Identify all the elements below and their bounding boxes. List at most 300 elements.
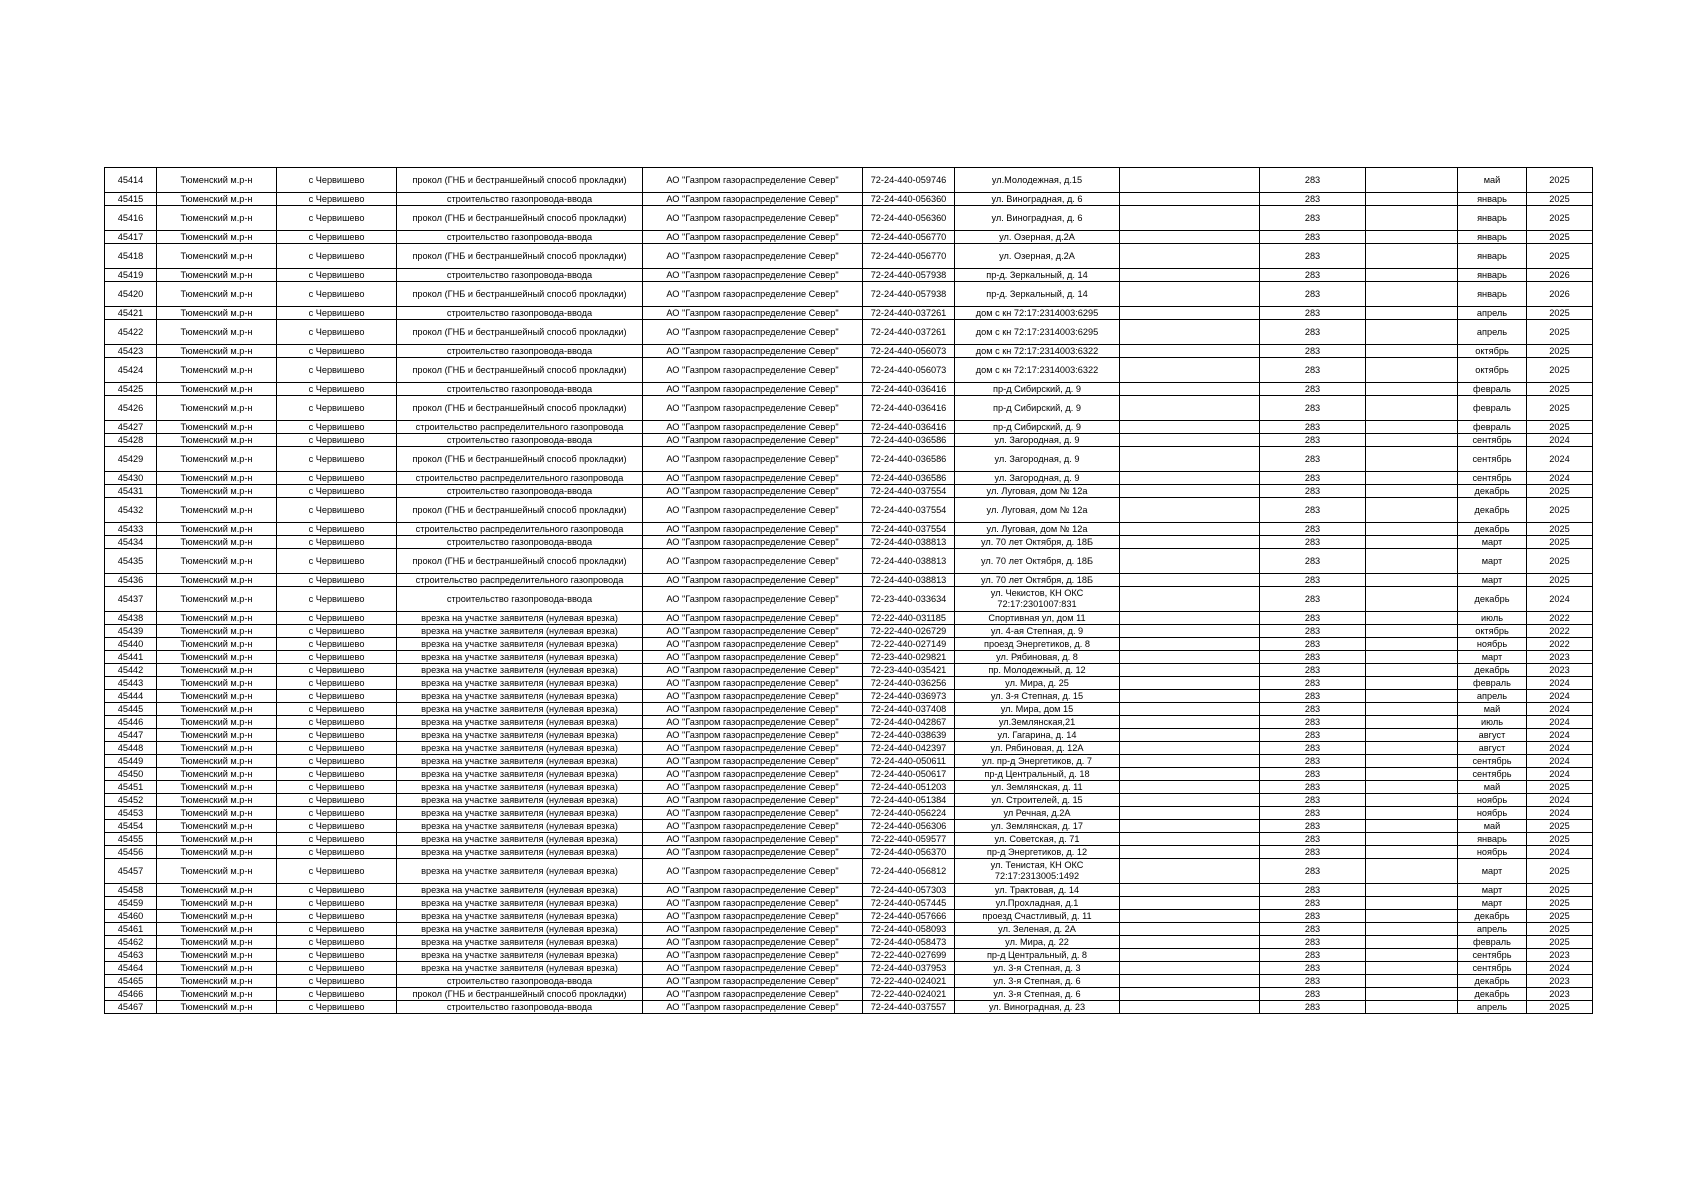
empty-cell: [1366, 307, 1458, 320]
table-row: [105, 833, 1593, 846]
empty-cell: [1120, 206, 1260, 231]
contract-number-cell: 72-24-440-038813: [863, 574, 955, 587]
code-cell: 283: [1260, 168, 1366, 193]
empty-cell: [1120, 587, 1260, 612]
empty-cell: [1366, 345, 1458, 358]
month-cell: сентябрь: [1458, 962, 1527, 975]
code-cell: 283: [1260, 523, 1366, 536]
table-row: [105, 859, 1593, 884]
empty-cell: [1366, 949, 1458, 962]
empty-cell: [1120, 269, 1260, 282]
work-type-cell: врезка на участке заявителя (нулевая врезка): [397, 677, 643, 690]
district-cell: Тюменский м.р-н: [157, 498, 277, 523]
code-cell: 283: [1260, 690, 1366, 703]
address-cell: пр-д Центральный, д. 18: [955, 768, 1120, 781]
year-cell: 2024: [1527, 472, 1593, 485]
contract-number-cell: 72-24-440-038813: [863, 536, 955, 549]
contract-number-cell: 72-24-440-036586: [863, 472, 955, 485]
locality-cell: с Червишево: [277, 320, 397, 345]
work-type-cell: врезка на участке заявителя (нулевая врезка): [397, 923, 643, 936]
address-cell: дом с кн 72:17:2314003:6295: [955, 307, 1120, 320]
organization-cell: АО "Газпром газораспределение Север": [643, 923, 863, 936]
locality-cell: с Червишево: [277, 244, 397, 269]
district-cell: Тюменский м.р-н: [157, 549, 277, 574]
empty-cell: [1366, 206, 1458, 231]
organization-cell: АО "Газпром газораспределение Север": [643, 193, 863, 206]
month-cell: январь: [1458, 282, 1527, 307]
address-cell: пр-д Центральный, д. 8: [955, 949, 1120, 962]
empty-cell: [1120, 742, 1260, 755]
address-cell: ул. Луговая, дом № 12а: [955, 523, 1120, 536]
table-row: [105, 574, 1593, 587]
year-cell: 2025: [1527, 345, 1593, 358]
work-type-cell: врезка на участке заявителя (нулевая врезка): [397, 884, 643, 897]
work-type-cell: врезка на участке заявителя (нулевая врезка): [397, 651, 643, 664]
address-cell: ул. Загородная, д. 9: [955, 434, 1120, 447]
district-cell: Тюменский м.р-н: [157, 884, 277, 897]
year-cell: 2023: [1527, 975, 1593, 988]
row-number: 45444: [105, 690, 157, 703]
year-cell: 2023: [1527, 664, 1593, 677]
locality-cell: с Червишево: [277, 949, 397, 962]
empty-cell: [1366, 320, 1458, 345]
contract-number-cell: 72-22-440-059577: [863, 833, 955, 846]
empty-cell: [1120, 574, 1260, 587]
month-cell: декабрь: [1458, 523, 1527, 536]
work-type-cell: строительство газопровода-ввода: [397, 345, 643, 358]
empty-cell: [1120, 923, 1260, 936]
address-cell: ул. 3-я Степная, д. 3: [955, 962, 1120, 975]
organization-cell: АО "Газпром газораспределение Север": [643, 625, 863, 638]
row-number: 45423: [105, 345, 157, 358]
empty-cell: [1366, 664, 1458, 677]
district-cell: Тюменский м.р-н: [157, 625, 277, 638]
district-cell: Тюменский м.р-н: [157, 383, 277, 396]
code-cell: 283: [1260, 975, 1366, 988]
empty-cell: [1366, 729, 1458, 742]
code-cell: 283: [1260, 193, 1366, 206]
empty-cell: [1120, 447, 1260, 472]
row-number: 45465: [105, 975, 157, 988]
empty-cell: [1366, 846, 1458, 859]
empty-cell: [1366, 638, 1458, 651]
code-cell: 283: [1260, 345, 1366, 358]
code-cell: 283: [1260, 638, 1366, 651]
year-cell: 2025: [1527, 549, 1593, 574]
locality-cell: с Червишево: [277, 988, 397, 1001]
address-cell: ул. Рябиновая, д. 8: [955, 651, 1120, 664]
code-cell: 283: [1260, 859, 1366, 884]
month-cell: январь: [1458, 231, 1527, 244]
work-type-cell: строительство газопровода-ввода: [397, 231, 643, 244]
district-cell: Тюменский м.р-н: [157, 833, 277, 846]
locality-cell: с Червишево: [277, 884, 397, 897]
contract-number-cell: 72-24-440-036416: [863, 421, 955, 434]
address-cell: ул. 3-я Степная, д. 15: [955, 690, 1120, 703]
year-cell: 2025: [1527, 421, 1593, 434]
locality-cell: с Червишево: [277, 383, 397, 396]
organization-cell: АО "Газпром газораспределение Север": [643, 962, 863, 975]
month-cell: сентябрь: [1458, 447, 1527, 472]
address-cell: ул. Чекистов, КН ОКС 72:17:2301007:831: [955, 587, 1120, 612]
table-row: [105, 781, 1593, 794]
empty-cell: [1120, 664, 1260, 677]
address-cell: ул.Молодежная, д.15: [955, 168, 1120, 193]
organization-cell: АО "Газпром газораспределение Север": [643, 638, 863, 651]
work-type-cell: врезка на участке заявителя (нулевая врезка): [397, 612, 643, 625]
month-cell: сентябрь: [1458, 755, 1527, 768]
district-cell: Тюменский м.р-н: [157, 897, 277, 910]
empty-cell: [1366, 536, 1458, 549]
work-type-cell: врезка на участке заявителя (нулевая врезка): [397, 897, 643, 910]
code-cell: 283: [1260, 897, 1366, 910]
year-cell: 2022: [1527, 625, 1593, 638]
work-type-cell: строительство газопровода-ввода: [397, 485, 643, 498]
row-number: 45422: [105, 320, 157, 345]
empty-cell: [1366, 282, 1458, 307]
locality-cell: с Червишево: [277, 859, 397, 884]
locality-cell: с Червишево: [277, 574, 397, 587]
locality-cell: с Червишево: [277, 768, 397, 781]
empty-cell: [1120, 549, 1260, 574]
organization-cell: АО "Газпром газораспределение Север": [643, 820, 863, 833]
organization-cell: АО "Газпром газораспределение Север": [643, 988, 863, 1001]
organization-cell: АО "Газпром газораспределение Север": [643, 307, 863, 320]
contract-number-cell: 72-24-440-057938: [863, 282, 955, 307]
table-row: [105, 807, 1593, 820]
code-cell: 283: [1260, 485, 1366, 498]
locality-cell: с Червишево: [277, 742, 397, 755]
organization-cell: АО "Газпром газораспределение Север": [643, 523, 863, 536]
address-cell: ул. Загородная, д. 9: [955, 472, 1120, 485]
code-cell: 283: [1260, 396, 1366, 421]
address-cell: ул. Виноградная, д. 6: [955, 193, 1120, 206]
row-number: 45463: [105, 949, 157, 962]
empty-cell: [1366, 168, 1458, 193]
organization-cell: АО "Газпром газораспределение Север": [643, 936, 863, 949]
contract-number-cell: 72-24-440-036256: [863, 677, 955, 690]
code-cell: 283: [1260, 807, 1366, 820]
code-cell: 283: [1260, 587, 1366, 612]
month-cell: май: [1458, 820, 1527, 833]
code-cell: 283: [1260, 536, 1366, 549]
locality-cell: с Червишево: [277, 358, 397, 383]
table-row: [105, 690, 1593, 703]
locality-cell: с Червишево: [277, 447, 397, 472]
work-type-cell: врезка на участке заявителя (нулевая врезка): [397, 768, 643, 781]
contract-number-cell: 72-24-440-056770: [863, 231, 955, 244]
work-type-cell: прокол (ГНБ и бестраншейный способ прокладки): [397, 988, 643, 1001]
empty-cell: [1120, 383, 1260, 396]
work-type-cell: врезка на участке заявителя (нулевая врезка): [397, 664, 643, 677]
empty-cell: [1120, 612, 1260, 625]
month-cell: сентябрь: [1458, 472, 1527, 485]
organization-cell: АО "Газпром газораспределение Север": [643, 447, 863, 472]
code-cell: 283: [1260, 651, 1366, 664]
organization-cell: АО "Газпром газораспределение Север": [643, 358, 863, 383]
locality-cell: с Червишево: [277, 625, 397, 638]
empty-cell: [1366, 690, 1458, 703]
district-cell: Тюменский м.р-н: [157, 975, 277, 988]
district-cell: Тюменский м.р-н: [157, 923, 277, 936]
empty-cell: [1366, 677, 1458, 690]
locality-cell: с Червишево: [277, 498, 397, 523]
code-cell: 283: [1260, 910, 1366, 923]
empty-cell: [1366, 587, 1458, 612]
empty-cell: [1120, 703, 1260, 716]
contract-number-cell: 72-24-440-056073: [863, 358, 955, 383]
contract-number-cell: 72-24-440-037554: [863, 498, 955, 523]
month-cell: декабрь: [1458, 975, 1527, 988]
table-row: [105, 549, 1593, 574]
row-number: 45459: [105, 897, 157, 910]
address-cell: ул. 3-я Степная, д. 6: [955, 975, 1120, 988]
address-cell: ул. Рябиновая, д. 12А: [955, 742, 1120, 755]
row-number: 45430: [105, 472, 157, 485]
organization-cell: АО "Газпром газораспределение Север": [643, 690, 863, 703]
address-cell: ул. Трактовая, д. 14: [955, 884, 1120, 897]
address-cell: ул.Землянская,21: [955, 716, 1120, 729]
row-number: 45441: [105, 651, 157, 664]
work-type-cell: прокол (ГНБ и бестраншейный способ прокладки): [397, 447, 643, 472]
address-cell: ул. Тенистая, КН ОКС 72:17:2313005:1492: [955, 859, 1120, 884]
address-cell: пр-д Сибирский, д. 9: [955, 383, 1120, 396]
month-cell: сентябрь: [1458, 434, 1527, 447]
year-cell: 2025: [1527, 396, 1593, 421]
month-cell: декабрь: [1458, 587, 1527, 612]
empty-cell: [1366, 742, 1458, 755]
row-number: 45420: [105, 282, 157, 307]
organization-cell: АО "Газпром газораспределение Север": [643, 320, 863, 345]
month-cell: декабрь: [1458, 988, 1527, 1001]
district-cell: Тюменский м.р-н: [157, 755, 277, 768]
contract-number-cell: 72-24-440-059746: [863, 168, 955, 193]
locality-cell: с Червишево: [277, 923, 397, 936]
year-cell: 2025: [1527, 358, 1593, 383]
work-type-cell: строительство распределительного газопровода: [397, 421, 643, 434]
month-cell: июль: [1458, 612, 1527, 625]
empty-cell: [1120, 472, 1260, 485]
row-number: 45434: [105, 536, 157, 549]
month-cell: январь: [1458, 244, 1527, 269]
locality-cell: с Червишево: [277, 910, 397, 923]
district-cell: Тюменский м.р-н: [157, 447, 277, 472]
month-cell: декабрь: [1458, 664, 1527, 677]
locality-cell: с Червишево: [277, 975, 397, 988]
code-cell: 283: [1260, 962, 1366, 975]
empty-cell: [1120, 690, 1260, 703]
month-cell: май: [1458, 781, 1527, 794]
address-cell: ул. Виноградная, д. 23: [955, 1001, 1120, 1014]
code-cell: 283: [1260, 269, 1366, 282]
table-row: [105, 794, 1593, 807]
month-cell: апрель: [1458, 307, 1527, 320]
contract-number-cell: 72-24-440-057445: [863, 897, 955, 910]
empty-cell: [1120, 936, 1260, 949]
empty-cell: [1120, 651, 1260, 664]
district-cell: Тюменский м.р-н: [157, 320, 277, 345]
empty-cell: [1366, 523, 1458, 536]
month-cell: январь: [1458, 269, 1527, 282]
code-cell: 283: [1260, 472, 1366, 485]
locality-cell: с Червишево: [277, 421, 397, 434]
table-row: [105, 269, 1593, 282]
row-number: 45466: [105, 988, 157, 1001]
empty-cell: [1366, 962, 1458, 975]
empty-cell: [1120, 781, 1260, 794]
row-number: 45464: [105, 962, 157, 975]
work-type-cell: врезка на участке заявителя (нулевая врезка): [397, 625, 643, 638]
month-cell: январь: [1458, 833, 1527, 846]
work-type-cell: строительство газопровода-ввода: [397, 1001, 643, 1014]
contract-number-cell: 72-24-440-056360: [863, 193, 955, 206]
district-cell: Тюменский м.р-н: [157, 231, 277, 244]
organization-cell: АО "Газпром газораспределение Север": [643, 383, 863, 396]
district-cell: Тюменский м.р-н: [157, 677, 277, 690]
row-number: 45443: [105, 677, 157, 690]
contract-number-cell: 72-24-440-056306: [863, 820, 955, 833]
month-cell: февраль: [1458, 421, 1527, 434]
table-row: [105, 421, 1593, 434]
locality-cell: с Червишево: [277, 485, 397, 498]
empty-cell: [1120, 716, 1260, 729]
work-type-cell: строительство газопровода-ввода: [397, 269, 643, 282]
district-cell: Тюменский м.р-н: [157, 396, 277, 421]
year-cell: 2023: [1527, 949, 1593, 962]
empty-cell: [1366, 768, 1458, 781]
table-row: [105, 193, 1593, 206]
year-cell: 2024: [1527, 677, 1593, 690]
year-cell: 2025: [1527, 307, 1593, 320]
code-cell: 283: [1260, 846, 1366, 859]
district-cell: Тюменский м.р-н: [157, 421, 277, 434]
empty-cell: [1120, 498, 1260, 523]
empty-cell: [1366, 485, 1458, 498]
contract-number-cell: 72-24-440-051203: [863, 781, 955, 794]
address-cell: ул. 3-я Степная, д. 6: [955, 988, 1120, 1001]
table-row: [105, 358, 1593, 383]
month-cell: май: [1458, 168, 1527, 193]
locality-cell: с Червишево: [277, 345, 397, 358]
contract-number-cell: 72-24-440-037554: [863, 485, 955, 498]
district-cell: Тюменский м.р-н: [157, 859, 277, 884]
empty-cell: [1366, 897, 1458, 910]
year-cell: 2025: [1527, 781, 1593, 794]
month-cell: август: [1458, 729, 1527, 742]
year-cell: 2025: [1527, 168, 1593, 193]
work-type-cell: врезка на участке заявителя (нулевая врезка): [397, 949, 643, 962]
work-type-cell: строительство распределительного газопровода: [397, 523, 643, 536]
contract-number-cell: 72-24-440-037408: [863, 703, 955, 716]
row-number: 45436: [105, 574, 157, 587]
empty-cell: [1366, 625, 1458, 638]
code-cell: 283: [1260, 820, 1366, 833]
year-cell: 2025: [1527, 897, 1593, 910]
row-number: 45429: [105, 447, 157, 472]
row-number: 45426: [105, 396, 157, 421]
organization-cell: АО "Газпром газораспределение Север": [643, 742, 863, 755]
registry-table: [104, 167, 1593, 1014]
row-number: 45452: [105, 794, 157, 807]
organization-cell: АО "Газпром газораспределение Север": [643, 244, 863, 269]
district-cell: Тюменский м.р-н: [157, 1001, 277, 1014]
district-cell: Тюменский м.р-н: [157, 269, 277, 282]
table-row: [105, 282, 1593, 307]
organization-cell: АО "Газпром газораспределение Север": [643, 781, 863, 794]
empty-cell: [1366, 794, 1458, 807]
code-cell: 283: [1260, 206, 1366, 231]
locality-cell: с Червишево: [277, 587, 397, 612]
empty-cell: [1120, 625, 1260, 638]
table-row: [105, 846, 1593, 859]
month-cell: декабрь: [1458, 498, 1527, 523]
work-type-cell: врезка на участке заявителя (нулевая врезка): [397, 781, 643, 794]
address-cell: ул. Озерная, д.2А: [955, 231, 1120, 244]
district-cell: Тюменский м.р-н: [157, 612, 277, 625]
contract-number-cell: 72-24-440-058473: [863, 936, 955, 949]
row-number: 45431: [105, 485, 157, 498]
contract-number-cell: 72-24-440-038639: [863, 729, 955, 742]
work-type-cell: врезка на участке заявителя (нулевая врезка): [397, 690, 643, 703]
table-row: [105, 231, 1593, 244]
table-row: [105, 244, 1593, 269]
contract-number-cell: 72-24-440-036416: [863, 396, 955, 421]
contract-number-cell: 72-24-440-037261: [863, 320, 955, 345]
organization-cell: АО "Газпром газораспределение Север": [643, 434, 863, 447]
month-cell: ноябрь: [1458, 807, 1527, 820]
district-cell: Тюменский м.р-н: [157, 716, 277, 729]
row-number: 45416: [105, 206, 157, 231]
year-cell: 2025: [1527, 485, 1593, 498]
work-type-cell: врезка на участке заявителя (нулевая врезка): [397, 742, 643, 755]
organization-cell: АО "Газпром газораспределение Север": [643, 846, 863, 859]
row-number: 45414: [105, 168, 157, 193]
month-cell: январь: [1458, 193, 1527, 206]
year-cell: 2024: [1527, 755, 1593, 768]
row-number: 45419: [105, 269, 157, 282]
code-cell: 283: [1260, 307, 1366, 320]
year-cell: 2025: [1527, 231, 1593, 244]
month-cell: январь: [1458, 206, 1527, 231]
locality-cell: с Червишево: [277, 549, 397, 574]
address-cell: ул. Мира, дом 15: [955, 703, 1120, 716]
year-cell: 2025: [1527, 833, 1593, 846]
code-cell: 283: [1260, 612, 1366, 625]
row-number: 45447: [105, 729, 157, 742]
empty-cell: [1120, 193, 1260, 206]
month-cell: март: [1458, 884, 1527, 897]
organization-cell: АО "Газпром газораспределение Север": [643, 794, 863, 807]
work-type-cell: строительство газопровода-ввода: [397, 434, 643, 447]
code-cell: 283: [1260, 549, 1366, 574]
locality-cell: с Червишево: [277, 206, 397, 231]
month-cell: сентябрь: [1458, 768, 1527, 781]
organization-cell: АО "Газпром газораспределение Север": [643, 716, 863, 729]
row-number: 45440: [105, 638, 157, 651]
empty-cell: [1120, 833, 1260, 846]
year-cell: 2025: [1527, 498, 1593, 523]
district-cell: Тюменский м.р-н: [157, 485, 277, 498]
month-cell: февраль: [1458, 396, 1527, 421]
table-row: [105, 447, 1593, 472]
work-type-cell: строительство распределительного газопровода: [397, 472, 643, 485]
month-cell: декабрь: [1458, 910, 1527, 923]
district-cell: Тюменский м.р-н: [157, 587, 277, 612]
organization-cell: АО "Газпром газораспределение Север": [643, 269, 863, 282]
address-cell: ул. Зеленая, д. 2А: [955, 923, 1120, 936]
month-cell: февраль: [1458, 677, 1527, 690]
contract-number-cell: 72-22-440-027699: [863, 949, 955, 962]
